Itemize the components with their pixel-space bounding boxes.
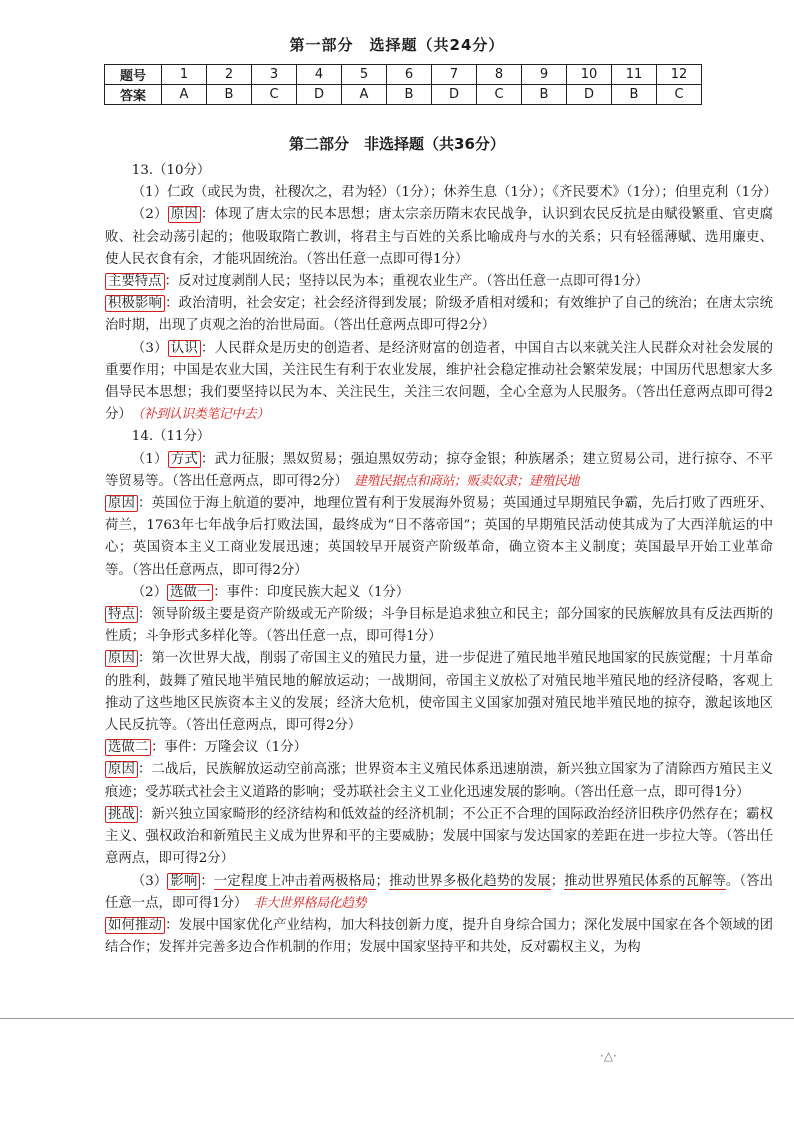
q14-option1-reason-label: 原因 [105,650,138,667]
q14-features-label: 特点 [105,606,138,623]
answer-label: 答案 [105,85,162,105]
question-number: 9 [522,65,567,85]
q14-option2-text: ：事件：万隆会议（1分） [151,740,307,756]
q14-option1-reason-text: ：第一次世界大战，削弱了帝国主义的殖民力量，进一步促进了殖民地半殖民地国家的民族觉醒；十月革命的胜利，鼓舞了殖民地半殖民地的解放运动；一战期间，帝国主义放松了对殖民地半殖民地的经济侵略，客观上推动了这些地区民族资本主义的发展；经济大危机，使帝国主义国家加强对殖民地半殖民地的掠夺，激起该地区人民反抗等。（答出任意两点，即可得2分） [105,651,774,734]
question-number: 12 [657,65,702,85]
header-label: 题号 [105,65,162,85]
answer-value: D [297,85,342,105]
answer-value: A [162,85,207,105]
handwritten-note-1: （补到认识类笔记中去） [137,407,269,423]
punctuation: ； [550,873,565,889]
section2-title: 第二部分 非选择题（共36分） [289,135,505,153]
q14-challenges-label: 挑战 [105,806,138,823]
question-number: 6 [387,65,432,85]
q14-challenges-text: ：新兴独立国家畸形的经济结构和低效益的经济机制；不公正不合理的国际政治经济旧秩序仍然存在；霸权主义、强权政治和新殖民主义成为世界和平的主要威胁；发展中国家与发达国家的差距在进一步拉大等。（答出任意两点，即可得2分） [105,806,774,867]
section1-title: 第一部分 选择题（共24分） [289,36,505,54]
question-number: 10 [567,65,612,85]
q14-features-text: ：领导阶级主要是资产阶级或无产阶级；斗争目标是追求独立和民主；部分国家的民族解放具有反法西斯的性质；斗争形式多样化等。（答出任意一点，即可得1分） [105,607,774,645]
punctuation: ； [375,873,389,889]
q14-heading: 14.（11分） [131,429,211,445]
q13-understanding-text: ：人民群众是历史的创造者、是经济财富的创造者，中国自古以来就关注人民群众对社会发展的重要作用；中国是农业大国，关注民生有利于农业发展，维护社会稳定推动社会繁荣发展；中国历代思想家大多倡导民本思想；我们要坚持以民为本、关注民生，关注三农问题，全心全意为人民服务。（答出任意两点即可得2分） [105,340,773,423]
q14-option1-text: ：事件：印度民族大起义（1分） [213,584,410,600]
punctuation: ： [200,873,214,889]
q13-features [105,271,773,293]
answer-value: B [387,85,432,105]
question-number: 4 [297,65,342,85]
q14-option2 [105,737,773,759]
q14-part3-number: （3） [131,873,168,889]
q13-heading: 13.（10分） [131,163,211,178]
q14-option2-reason [105,759,773,803]
q14-promotion [105,915,773,959]
answer-value: C [252,85,297,105]
q13-part2 [105,204,773,271]
q14-reason-label: 原因 [105,495,138,512]
handwritten-note-3: 非大世界格局化趋势 [253,895,366,911]
underlined-point-2: 推动世界多极化趋势的发展 [388,873,551,889]
q13-part1: （1）仁政（或民为贵，社稷次之，君为轻）（1分）；休养生息（1分）；《齐民要术》（1分）；伯里克利（1分） [131,185,777,201]
q13-impact [105,293,773,337]
q13-features-label: 主要特点 [105,273,165,290]
answer-content [105,160,777,959]
q14-option2-reason-label: 原因 [105,761,138,778]
scan-mark: ·△· [600,1049,617,1063]
page-bottom-divider [0,1018,794,1019]
question-number: 8 [477,65,522,85]
answer-value: A [342,85,387,105]
q14-option2-reason-text: ：二战后，民族解放运动空前高涨；世界资本主义殖民体系迅速崩溃，新兴独立国家为了清除西方殖民主义痕迹；受苏联式社会主义道路的影响；受苏联社会主义工业化迅速发展的影响。（答出任意一点，即可得1分） [105,762,774,800]
q14-option1-reason [105,648,773,737]
q13-reason-label: 原因 [168,206,201,223]
question-number: 3 [252,65,297,85]
q14-reason [105,493,773,582]
handwritten-note-2: 建殖民据点和商站；贩卖奴隶；建殖民地 [353,473,579,489]
question-number: 7 [432,65,477,85]
q14-part2-number: （2） [131,584,168,600]
q14-methods-label: 方式 [168,451,201,468]
answer-table-answer-row [105,85,702,105]
q13-impact-label: 积极影响 [105,295,165,312]
q14-features [105,604,773,648]
answer-value: B [207,85,252,105]
question-number: 1 [162,65,207,85]
answer-value: C [477,85,522,105]
q14-methods-text: ：武力征服；黑奴贸易；强迫黑奴劳动；掠夺金银；种族屠杀；建立贸易公司，进行掠夺、不平等贸易等。（答出任意两点，即可得2分） [105,451,773,489]
answer-value: B [522,85,567,105]
answer-table-number-row [105,65,702,85]
q13-reason-text: ：体现了唐太宗的民本思想；唐太宗亲历隋末农民战争，认识到农民反抗是由赋役繁重、官吏腐败、社会动荡引起的；他吸取隋亡教训，将君主与百姓的关系比喻成舟与水的关系；只有轻徭薄赋、选用廉吏、使人民衣食有余，才能巩固统治。（答出任意一点即可得1分） [105,207,773,267]
q14-reason-text: ：英国位于海上航道的要冲，地理位置有利于发展海外贸易；英国通过早期殖民争霸，先后打败了西班牙、荷兰，1763年七年战争后打败法国，最终成为“日不落帝国”；英国的早期殖民活动使其成为了大西洋航运的中心；英国资本主义工商业发展迅速；英国较早开展资产阶级革命，确立资本主义制度；英国最早开始工业革命等。（答出任意两点，即可得2分） [105,496,774,578]
answer-value: B [612,85,657,105]
answer-value: D [432,85,477,105]
answer-value: D [567,85,612,105]
q13-part2-number: （2） [131,207,168,223]
underlined-point-3: 推动世界殖民体系的瓦解等 [564,873,726,889]
q14-part2 [105,582,773,604]
q14-option2-label: 选做二 [105,739,151,756]
q14-influence-scoring: 。（答出任意一点，即可得1分） [105,873,774,911]
q13-impact-text: ：政治清明，社会安定；社会经济得到发展；阶级矛盾相对缓和；有效维护了自己的统治；在唐太宗统治时期，出现了贞观之治的治世局面。（答出任意两点即可得2分） [105,296,774,334]
answer-value: C [657,85,702,105]
q14-part1-number: （1） [131,451,168,467]
q14-part1 [105,449,773,493]
question-number: 5 [342,65,387,85]
underlined-point-1: 一定程度上冲击着两极格局 [213,873,376,889]
q14-challenges [105,804,773,871]
answer-table [104,64,702,105]
q14-promotion-label: 如何推动 [105,917,165,934]
q13-understanding-label: 认识 [168,340,201,357]
q13-features-text: ：反对过度剥削人民；坚持以民为本；重视农业生产。（答出任意一点即可得1分） [164,274,649,290]
q14-option1-label: 选做一 [167,584,213,601]
q13-part3 [105,338,773,427]
question-number: 11 [612,65,657,85]
q14-promotion-text: ：发展中国家优化产业结构，加大科技创新力度，提升自身综合国力；深化发展中国家在各个领域的团结合作；发挥并完善多边合作机制的作用；发展中国家坚持平和共处，反对霸权主义，为构 [105,917,774,956]
q13-part3-number: （3） [131,340,168,356]
question-number: 2 [207,65,252,85]
q14-part3 [105,871,773,915]
q14-influence-label: 影响 [167,873,200,890]
